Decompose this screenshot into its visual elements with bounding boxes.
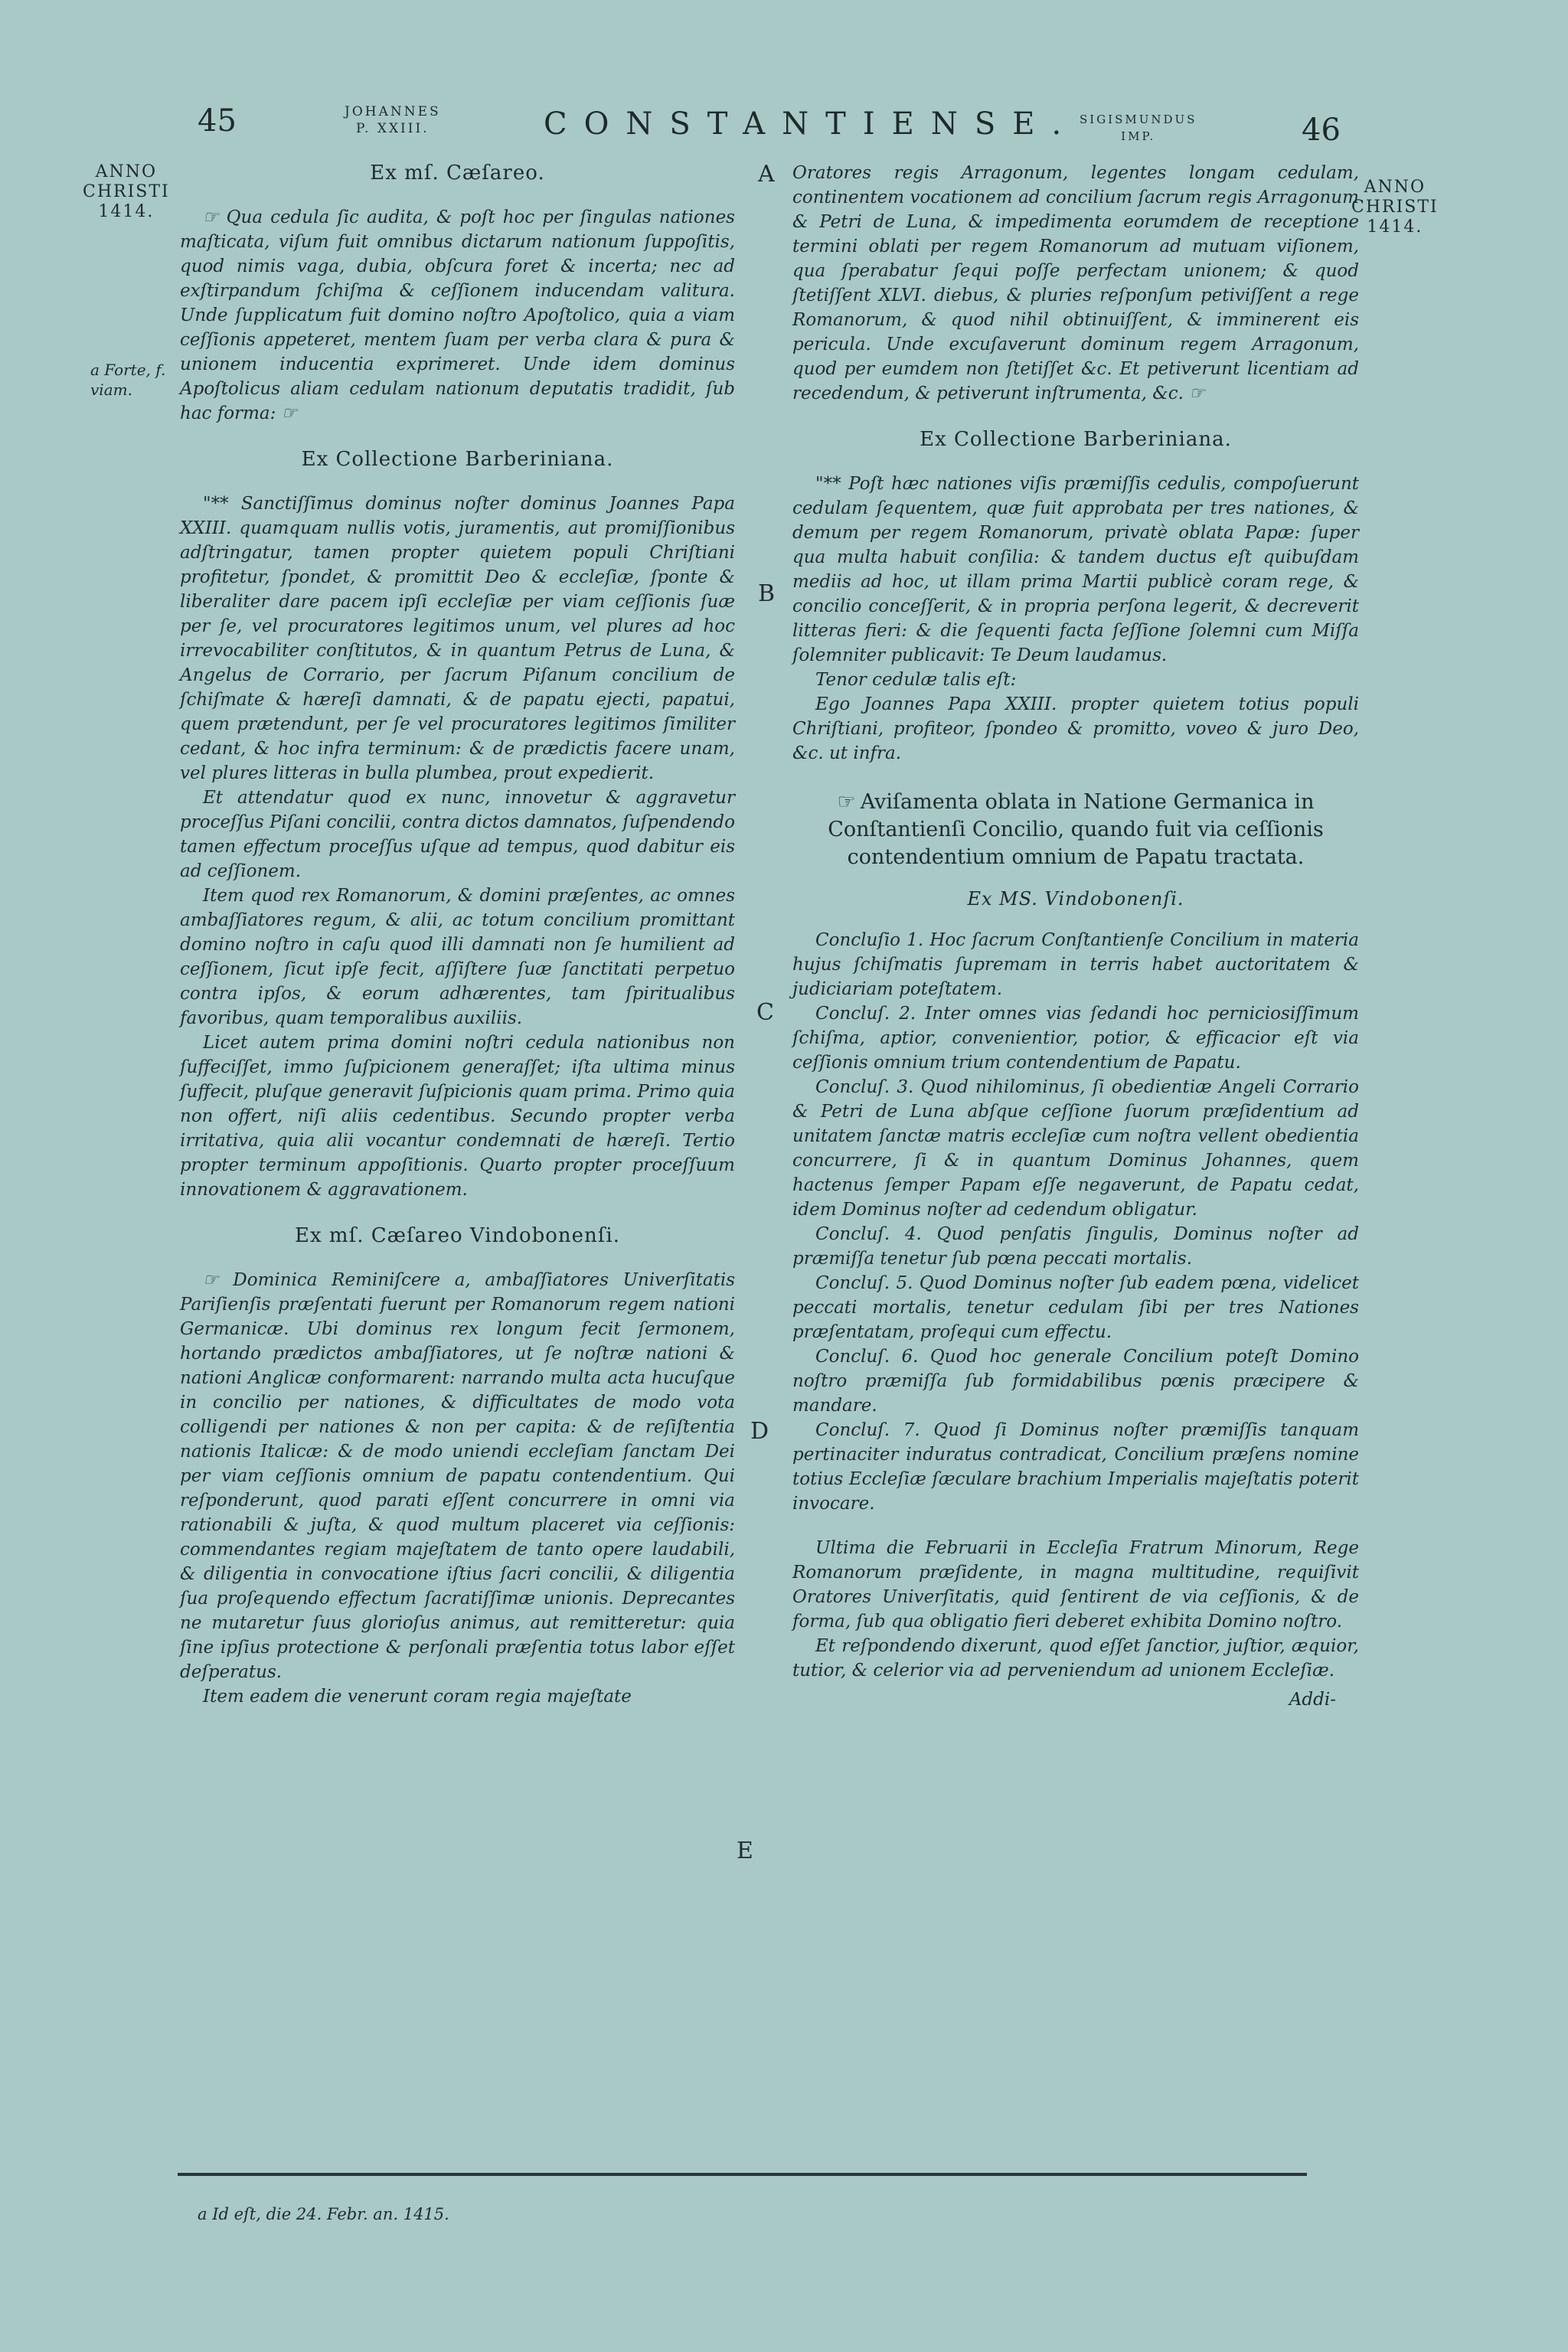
footnote-rule xyxy=(178,2173,1307,2176)
paragraph: Ultima die Februarii in Eccleſia Fratrum Minorum, Rege Romanorum præſidente, in magna multitudine, requiſivit Oratores Univerſitatis, quid ſentirent de via ceſſionis, & de forma, ſub qua obligatio fieri deberet exhibita Domino noſtro. xyxy=(792,1538,1359,1632)
conclusion: Concluſ. 7. Quod ſi Dominus noſter præmiſſis tanquam pertinaciter induratus contradicat, Concilium præſens nomine totius Eccleſiæ ſæculare brachium Imperialis majeſtatis poterit invocare. xyxy=(792,1420,1359,1514)
paragraph: Tenor cedulæ talis eſt: xyxy=(815,670,1017,690)
paragraph: Item eadem die venerunt coram regia majeſtate xyxy=(203,1687,632,1707)
paragraph: Et attendatur quod ex nunc, innovetur & aggravetur proceſſus Piſani concilii, contra dictos damnatos, ſuſpendendo tamen effectum proceſſus uſque ad tempus, quod dabitur eis ad ceſſionem. xyxy=(180,788,735,881)
conclusion: Concluſ. 3. Quod nihilominus, ſi obedientiæ Angeli Corrario & Petri de Luna abſque ceſſione ſuorum præſidentium ad unitatem ſanctæ matris eccleſiæ cum noſtra vellent obedientia concurrere, ſi & in quantum Dominus Johannes, quem hactenus ſemper Papam eſſe negaverunt, de Papatu cedat, idem Dominus noſter ad cedendum obligatur. xyxy=(792,1077,1359,1220)
conclusion: Concluſ. 6. Quod hoc generale Concilium poteſt Domino noſtro præmiſſa ſub formidabilibus pœnis præcipere & mandare. xyxy=(792,1347,1359,1416)
paragraph: ☞ Qua cedula ſic audita, & poſt hoc per ſingulas nationes maſticata, viſum fuit omnibus dictarum nationum ſuppoſitis, quod nimis vaga, dubia, obſcura foret & incerta; nec ad exſtirpandum ſchiſma & ceſſionem inducendam valitura. Unde ſupplicatum fuit domino noſtro Apoſtolico, quia a viam ceſſionis appeteret, mentem ſuam per verba clara & pura & unionem inducentia exprimeret. Unde idem dominus Apoſtolicus aliam cedulam nationum deputatis tradidit, ſub hac forma: ☞ xyxy=(180,207,735,423)
margin-forte-note: a Forte, f. viam. xyxy=(90,361,166,399)
heading-collectione-barberiniana: Ex Collectione Barberiniana. xyxy=(920,428,1232,451)
page-header xyxy=(0,103,1568,165)
left-column xyxy=(180,161,735,1709)
conclusion: Concluſio 1. Hoc ſacrum Conſtantienſe Concilium in materia hujus ſchiſmatis ſupremam in terris habet auctoritatem & judiciariam poteſtatem. xyxy=(792,930,1359,999)
paragraph: "** Poſt hæc nationes viſis præmiſſis cedulis, compoſuerunt cedulam ſequentem, quæ fuit approbata per tres nationes, & demum per regem Romanorum, privatè oblata Papæ: ſuper qua multa habuit conſilia: & tandem ductus eſt quibuſdam mediis ad hoc, ut illam prima Martii publicè coram rege, & concilio conceſſerit, & in propria perſona legerit, & decreverit litteras fieri: & die ſequenti facta ſeſſione ſolemni cum Miſſa ſolemniter publicavit: Te Deum laudamus. xyxy=(792,474,1359,665)
paragraph: Et reſpondendo dixerunt, quod eſſet ſanctior, juſtior, æquior, tutior, & celerior via ad perveniendum ad unionem Eccleſiæ. xyxy=(792,1636,1359,1681)
heading-collectione-barberiniana: Ex Collectione Barberiniana. xyxy=(301,448,614,471)
conclusion: Concluſ. 5. Quod Dominus noſter ſub eadem pœna, videlicet peccati mortalis, tenetur cedulam ſibi per tres Nationes præſentatam, proſequi cum effectu. xyxy=(792,1273,1359,1342)
section-letter-b: B xyxy=(758,580,776,607)
section-letter-d: D xyxy=(750,1418,769,1445)
paragraph: Licet autem prima domini noſtri cedula nationibus non ſuffeciſſet, immo ſuſpicionem generaſſet; iſta ultima minus ſuffecit, pluſque generavit ſuſpicionis quam prima. Primo quia non offert, niſi aliis cedentibus. Secundo propter verba irritativa, quia alii vocantur condemnati de hæreſi. Tertio propter terminum appoſitionis. Quarto propter proceſſuum innovationem & aggravationem. xyxy=(180,1033,735,1200)
running-head-title: CONSTANTIENSE. xyxy=(544,106,1079,142)
aviamenta-title xyxy=(792,789,1359,871)
conclusion: Concluſ. 4. Quod penſatis ſingulis, Dominus noſter ad præmiſſa tenetur ſub pœna peccati mortalis. xyxy=(792,1224,1359,1269)
page-number-right: 46 xyxy=(1302,113,1341,148)
footnote: a Id eſt, die 24. Febr. an. 1415. xyxy=(198,2205,449,2223)
pointing-hand-icon: ☞ xyxy=(837,790,856,814)
running-head-left: JOHANNES P. XXIII. xyxy=(345,104,441,136)
section-letter-c: C xyxy=(756,999,774,1026)
right-column xyxy=(792,161,1359,1712)
margin-year-note-right: ANNO CHRISTI 1414. xyxy=(1351,178,1439,237)
paragraph: Item quod rex Romanorum, & domini præſentes, ac omnes ambaſſiatores regum, & alii, ac totum concilium promittant domino noſtro in caſu quod illi damnati non ſe humilient ad ceſſionem, ſicut ipſe fecit, aſſiſtere ſuæ ſanctitati perpetuo contra ipſos, & eorum adhærentes, tam ſpiritualibus favoribus, quam temporalibus auxiliis. xyxy=(180,886,735,1028)
catchword: Addi- xyxy=(1289,1690,1336,1710)
heading-ex-ms-caesareo-vindobonensi: Ex mſ. Cæſareo Vindobonenſi. xyxy=(295,1224,620,1247)
section-letter-a: A xyxy=(758,161,775,188)
heading-ex-ms-vindobonensi: Ex MS. Vindobonenſi. xyxy=(967,888,1184,910)
running-head-right: SIGISMUNDUS IMP. xyxy=(1080,113,1197,143)
section-letter-e: E xyxy=(737,1838,753,1864)
margin-year-note-left: ANNO CHRISTI 1414. xyxy=(83,162,170,221)
heading-ex-ms-caesareo: Ex mſ. Cæſareo. xyxy=(370,162,545,185)
conclusion: Concluſ. 2. Inter omnes vias ſedandi hoc perniciosiſſimum ſchiſma, aptior, convenientior, potior, & efficacior eſt via ceſſionis omnium trium contendentium de Papatu. xyxy=(792,1004,1359,1073)
paragraph: Ego Joannes Papa XXIII. propter quietem totius populi Chriſtiani, profiteor, ſpondeo & promitto, voveo & juro Deo, &c. ut infra. xyxy=(792,694,1359,763)
paragraph: Oratores regis Arragonum, legentes longam cedulam, continentem vocationem ad concilium ſacrum regis Arragonum & Petri de Luna, & impedimenta eorumdem de receptione termini oblati per regem Romanorum ad mutuam viſionem, qua ſperabatur ſequi poſſe perfectam unionem; & quod ſtetiſſent XLVI. diebus, & pluries reſponſum petiviſſent a rege Romanorum, & quod nihil obtinuiſſent, & imminerent eis pericula. Unde excuſaverunt dominum regem Arragonum, quod per eumdem non ſtetiſſet &c. Et petiverunt licentiam ad recedendum, & petiverunt inſtrumenta, &c. ☞ xyxy=(792,163,1359,403)
paragraph: "** Sanctiſſimus dominus noſter dominus Joannes Papa XXIII. quamquam nullis votis, juramentis, aut promiſſionibus adſtringatur, tamen propter quietem populi Chriſtiani profitetur, ſpondet, & promittit Deo & eccleſiæ, ſponte & liberaliter dare pacem ipſi eccleſiæ per viam ceſſionis ſuæ per ſe, vel procuratores legitimos unum, vel plures ad hoc irrevocabiliter conſtitutos, & in quantum Petrus de Luna, & Angelus de Corrario, per ſacrum Piſanum concilium de ſchiſmate & hæreſi damnati, & de papatu ejecti, papatui, quem prætendunt, per ſe vel procuratores legitimos ſimiliter cedant, & hoc infra terminum: & de prædictis facere unam, vel plures litteras in bulla plumbea, prout expedierit. xyxy=(180,494,735,783)
paragraph: ☞ Dominica Reminiſcere a, ambaſſiatores Univerſitatis Pariſienſis præſentati fuerunt per Romanorum regem nationi Germanicæ. Ubi dominus rex longum fecit ſermonem, hortando prædictos ambaſſiatores, ut ſe noſtræ nationi & nationi Anglicæ conformarent: narrando multa acta hucuſque in concilio per nationes, & difficultates de modo vota colligendi per nationes & non per capita: & de reſiſtentia nationis Italicæ: & de modo uniendi eccleſiam ſanctam Dei per viam ceſſionis omnium de papatu contendentium. Qui reſponderunt, quod parati eſſent concurrere in omni via rationabili & juſta, & quod multum placeret via ceſſionis: commendantes regiam majeſtatem de tanto opere laudabili, & diligentia in convocatione iſtius ſacri concilii, & diligentia ſua proſequendo effectum ſacratiſſimæ unionis. Deprecantes ne mutaretur ſuus glorioſus animus, aut remitteretur: quia ſine ipſius protectione & perſonali præſentia totus labor eſſet deſperatus. xyxy=(180,1270,735,1682)
aviamenta-title-text: Aviſamenta oblata in Natione Germanica in Conſtantienſi Concilio, quando fuit via ceſſionis contendentium omnium de Papatu tractata. xyxy=(828,790,1324,869)
page-number-left: 45 xyxy=(198,103,237,139)
